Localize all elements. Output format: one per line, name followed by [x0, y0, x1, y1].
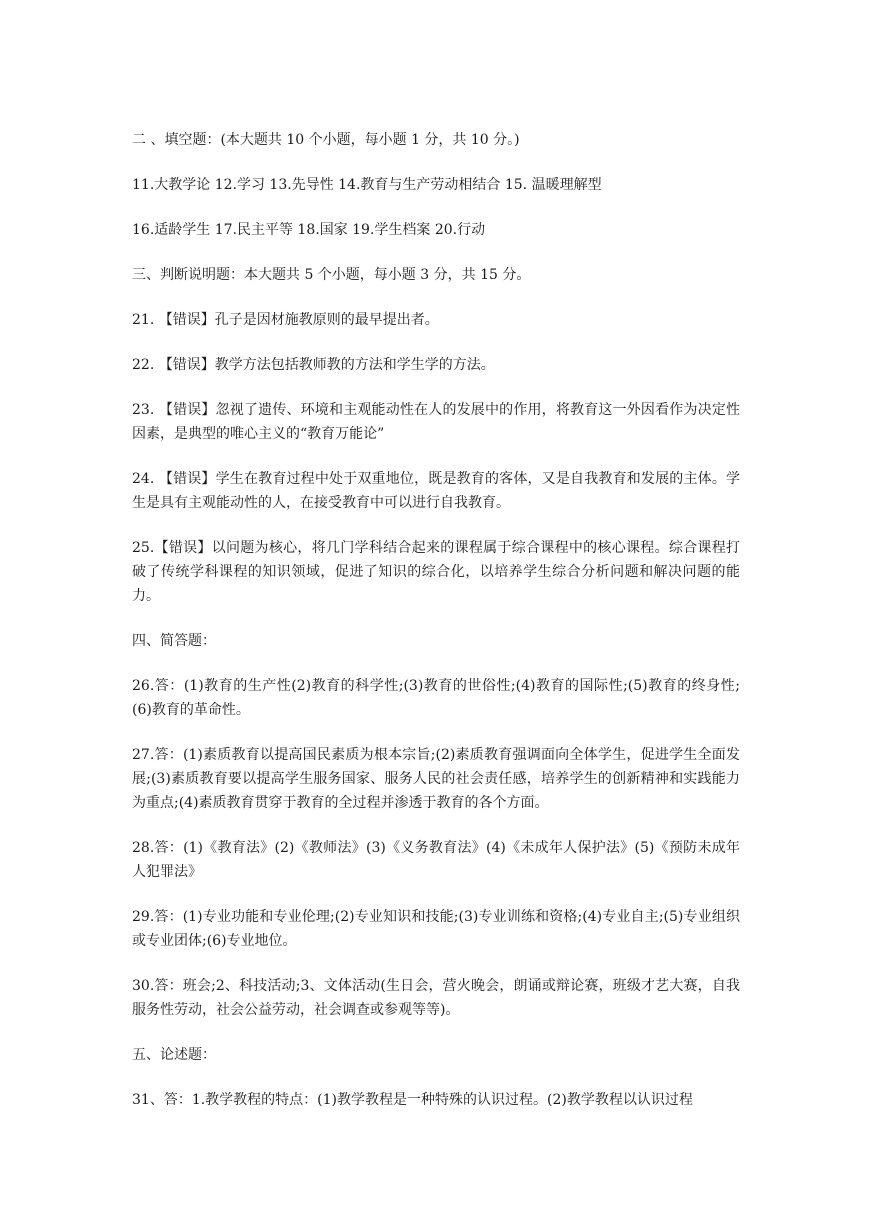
answer-21: 21. 【错误】孔子是因材施教原则的最早提出者。 [132, 312, 439, 328]
answer-23: 23. 【错误】忽视了遗传、环境和主观能动性在人的发展中的作用，将教育这一外因看作为决定性因素，是典型的唯心主义的“教育万能论” [132, 402, 740, 442]
answer-24: 24. 【错误】学生在教育过程中处于双重地位，既是教育的客体，又是自我教育和发展的主体。学生是具有主观能动性的人，在接受教育中可以进行自我教育。 [132, 471, 740, 511]
section-heading-true-false: 三、判断说明题：本大题共 5 个小题，每小题 3 分，共 15 分。 [132, 267, 531, 283]
answer-22: 22. 【错误】教学方法包括教师教的方法和学生学的方法。 [132, 357, 495, 373]
answer-25: 25.【错误】以问题为核心，将几门学科结合起来的课程属于综合课程中的核心课程。综合课程打破了传统学科课程的知识领域，促进了知识的综合化，以培养学生综合分析问题和解决问题的能力。 [132, 540, 740, 604]
answer-line-11-15: 11.大教学论 12.学习 13.先导性 14.教育与生产劳动相结合 15. 温暖理解型 [132, 177, 602, 193]
answer-29: 29.答：(1)专业功能和专业伦理;(2)专业知识和技能;(3)专业训练和资格;(4)专业自主;(5)专业组织或专业团体;(6)专业地位。 [132, 909, 740, 949]
answer-28: 28.答：(1)《教育法》(2)《教师法》(3)《义务教育法》(4)《未成年人保护法》(5)《预防未成年人犯罪法》 [132, 840, 740, 880]
section-heading-essay: 五、论述题： [132, 1047, 216, 1063]
document-body [132, 128, 740, 1133]
answer-27: 27.答：(1)素质教育以提高国民素质为根本宗旨;(2)素质教育强调面向全体学生，促进学生全面发展;(3)素质教育要以提高学生服务国家、服务人民的社会责任感，培养学生的创新精神和实践能力为重点;(4)素质教育贯穿于教育的全过程并渗透于教育的各个方面。 [132, 747, 740, 811]
section-heading-short-answer: 四、简答题： [132, 633, 216, 649]
answer-31: 31、答：1.教学教程的特点：(1)教学教程是一种特殊的认识过程。(2)教学教程以认识过程 [132, 1092, 693, 1108]
section-heading-fill-blank: 二 、填空题：(本大题共 10 个小题，每小题 1 分，共 10 分。) [132, 132, 520, 148]
answer-line-16-20: 16.适龄学生 17.民主平等 18.国家 19.学生档案 20.行动 [132, 222, 486, 238]
answer-30: 30.答：班会;2、科技活动;3、文体活动(生日会，营火晚会，朗诵或辩论赛，班级才艺大赛，自我服务性劳动，社会公益劳动，社会调查或参观等等)。 [132, 978, 740, 1018]
answer-26: 26.答：(1)教育的生产性(2)教育的科学性;(3)教育的世俗性;(4)教育的国际性;(5)教育的终身性;(6)教育的革命性。 [132, 678, 740, 718]
